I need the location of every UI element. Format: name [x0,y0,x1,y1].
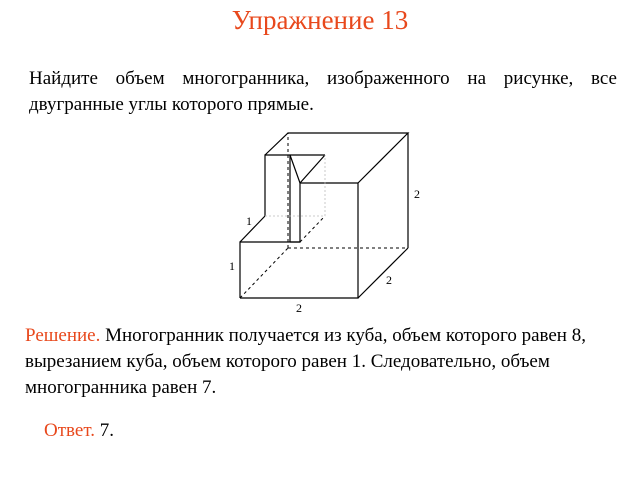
task-text: Найдите объем многогранника, изображенного на рисунке, все двугранные углы которого прямые. [29,68,617,115]
label-right-edge: 2 [414,187,420,201]
answer-label: Ответ. [44,420,95,441]
notch-edge [300,155,325,183]
notch-edge [265,155,325,216]
top-face [265,133,408,183]
hidden-edge [240,248,288,298]
solution-block [25,323,615,401]
answer-text: 7. [94,420,114,441]
label-bottom: 2 [296,301,302,315]
label-notch-top: 1 [246,214,252,228]
answer-block [44,418,114,444]
solution-label: Решение. [25,325,101,346]
solution-text: Многогранник получается из куба, объем которого равен 8, вырезанием куба, объем которого равен 1. Следовательно, объем многогранника равен 7. [25,325,586,398]
right-face-edge [358,248,408,298]
front-face [240,183,358,298]
hidden-edge [300,216,325,242]
label-depth: 2 [386,273,392,287]
notch-edge [240,216,265,242]
label-notch-side: 1 [229,259,235,273]
page-title: Упражнение 13 [231,5,409,35]
notch-edge [290,155,300,183]
